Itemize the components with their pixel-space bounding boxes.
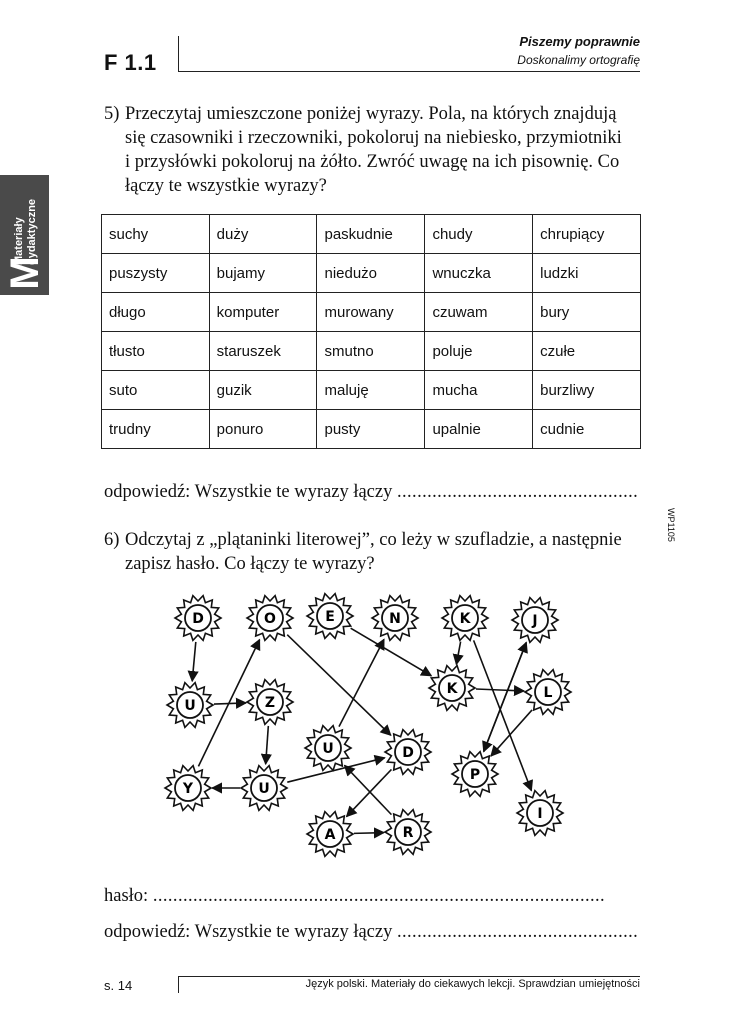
header-subtitle: Doskonalimy ortografię [517,53,640,67]
table-cell[interactable]: maluję [317,371,425,410]
sun-icon [247,596,293,641]
table-cell[interactable]: murowany [317,293,425,332]
table-cell[interactable]: mucha [425,371,533,410]
password-label: hasło: [104,886,149,906]
password-line [104,884,605,908]
task5-instructions [104,102,644,198]
task6-line1: Odczytaj z „plątaninki literowej”, co leży w szufladzie, a następnie [125,530,622,550]
puzzle-arrow [456,642,460,665]
puzzle-arrow [345,765,392,814]
section-code: F 1.1 [104,50,157,75]
table-row [102,332,641,371]
sun-letter: J [532,613,538,629]
side-code: WP1105 [666,508,676,542]
table-cell[interactable]: chudy [425,215,533,254]
table-cell[interactable]: paskudnie [317,215,425,254]
sun-letter: L [543,685,553,701]
task6-instructions [104,528,644,576]
task5-answer-field[interactable]: ................................................ [396,482,639,502]
table-cell[interactable]: puszysty [102,254,210,293]
puzzle-arrow [266,726,269,764]
sun-letter: U [184,698,196,714]
table-cell[interactable]: trudny [102,410,210,449]
words-table [101,214,641,449]
password-field[interactable]: .......................................................................................... [152,886,606,906]
header-title: Piszemy poprawnie [519,34,640,49]
sun-icon [247,680,293,725]
header-divider-horizontal [178,71,640,72]
puzzle-suns [165,594,571,857]
footer-divider-horizontal [178,976,640,977]
puzzle-arrow [339,639,384,726]
task6-answer-field[interactable]: ................................................ [396,922,639,942]
sun-icon [372,596,418,641]
task6-answer-label: odpowiedź: Wszystkie te wyrazy łączy [104,922,393,942]
task5-number: 5) [104,104,120,124]
puzzle-arrow [287,635,391,736]
sun-icon [525,670,571,715]
table-cell[interactable]: bury [533,293,641,332]
sun-letter: Y [182,781,194,797]
sun-icon [167,683,213,728]
sun-icon [307,812,353,857]
task6-answer [104,920,638,944]
side-tab-label-line2: dydaktyczne [26,198,38,265]
task6-number: 6) [104,530,120,550]
task5-answer-label: odpowiedź: Wszystkie te wyrazy łączy [104,482,393,502]
table-cell[interactable]: czuwam [425,293,533,332]
table-cell[interactable]: suto [102,371,210,410]
sun-letter: I [537,806,543,822]
puzzle-arrow [354,833,384,834]
sun-icon [429,666,475,711]
sun-letter: O [264,611,276,627]
sun-letter: K [459,611,471,627]
table-cell[interactable]: komputer [209,293,317,332]
table-cell[interactable]: cudnie [533,410,641,449]
sun-letter: K [446,681,458,697]
table-cell[interactable]: guzik [209,371,317,410]
table-row [102,410,641,449]
puzzle-arrow [192,642,196,681]
task5-line2: się czasowniki i rzeczowniki, pokoloruj na niebiesko, przymiotniki [125,128,622,148]
task5-answer [104,480,638,504]
puzzle-arrow [476,689,524,691]
header-divider-vertical [178,36,179,72]
sun-icon [241,766,287,811]
table-cell[interactable]: długo [102,293,210,332]
sun-icon [512,598,558,643]
table-cell[interactable]: czułe [533,332,641,371]
sun-letter: P [469,767,481,783]
footer-text: Język polski. Materiały do ciekawych lekcji. Sprawdzian umiejętności [305,978,640,990]
table-cell[interactable]: poluje [425,332,533,371]
sun-icon [305,726,351,771]
puzzle-arrow [347,769,392,816]
sun-icon [385,730,431,775]
table-cell[interactable]: ludzki [533,254,641,293]
side-tab-label [13,165,39,265]
task5-line3: i przysłówki pokoloruj na żółto. Zwróć uwagę na ich pisownię. Co [125,152,620,172]
table-cell[interactable]: smutno [317,332,425,371]
table-cell[interactable]: duży [209,215,317,254]
table-row [102,254,641,293]
sun-letter: N [389,611,401,627]
table-cell[interactable]: chrupiący [533,215,641,254]
sun-icon [452,752,498,797]
table-row [102,371,641,410]
side-tab-label-line1: Materiały [13,217,25,265]
table-cell[interactable]: bujamy [209,254,317,293]
table-cell[interactable]: burzliwy [533,371,641,410]
sun-icon [517,791,563,836]
table-cell[interactable]: wnuczka [425,254,533,293]
sun-letter: U [322,741,334,757]
sun-letter: U [258,781,270,797]
puzzle-arrow [214,703,246,704]
page-number: s. 14 [104,978,133,993]
table-cell[interactable]: pusty [317,410,425,449]
footer-divider-vertical [178,976,179,993]
table-row [102,293,641,332]
letter-puzzle [160,588,580,866]
side-tab-letter: M [3,256,47,290]
table-cell[interactable]: tłusto [102,332,210,371]
puzzle-arrows [192,628,532,833]
table-cell[interactable]: ponuro [209,410,317,449]
sun-letter: E [325,609,335,625]
table-cell[interactable]: niedużo [317,254,425,293]
sun-letter: Z [264,695,276,711]
sun-letter: R [402,825,414,841]
table-row [102,215,641,254]
task6-line2: zapisz hasło. Co łączy te wyrazy? [125,554,375,574]
sun-icon [175,596,221,641]
task5-line1: Przeczytaj umieszczone poniżej wyrazy. Pola, na których znajdują [125,104,617,124]
puzzle-arrow [484,642,527,751]
sun-letter: D [402,745,414,761]
task5-line4: łączy te wszystkie wyrazy? [125,176,327,196]
sun-icon [442,596,488,641]
table-cell[interactable]: upalnie [425,410,533,449]
sun-icon [165,766,211,811]
sun-letter: D [192,611,204,627]
sun-icon [385,810,431,855]
sun-letter: A [324,827,336,843]
table-cell[interactable]: suchy [102,215,210,254]
table-cell[interactable]: staruszek [209,332,317,371]
sun-icon [307,594,353,639]
